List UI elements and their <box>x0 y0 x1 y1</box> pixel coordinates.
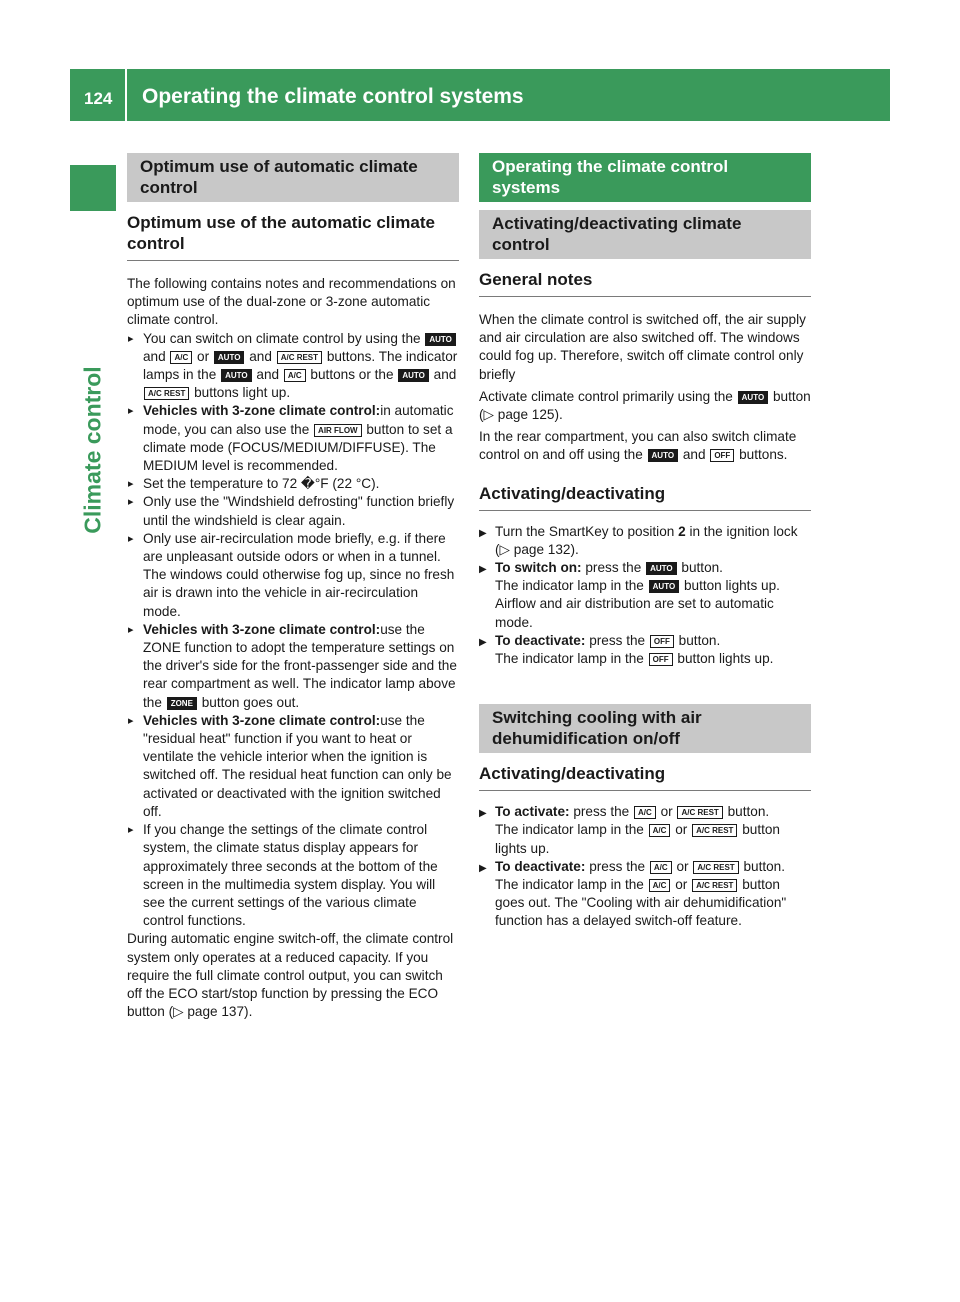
ac-rest-key-icon: A/C REST <box>277 351 322 364</box>
step-item: ▶ Turn the SmartKey to position 2 in the ignition lock (▷ page 132). <box>479 523 811 559</box>
auto-key-icon: AUTO <box>646 562 677 575</box>
page-ref-arrow-icon: ▷ <box>499 541 510 557</box>
paragraph: Activate climate control primarily using the AUTO button (▷ page 125). <box>479 388 811 423</box>
left-column <box>127 153 459 1021</box>
ac-key-icon: A/C <box>284 369 306 382</box>
ac-key-icon: A/C <box>649 879 671 892</box>
auto-key-icon: AUTO <box>738 391 769 404</box>
ac-key-icon: A/C <box>649 824 671 837</box>
page-ref-arrow-icon: ▷ <box>173 1004 184 1020</box>
right-body-steps <box>479 523 811 669</box>
chapter-heading-box: Operating the climate control systems <box>479 153 811 202</box>
section-tab-label: Climate control <box>79 366 106 534</box>
off-key-icon: OFF <box>649 653 673 666</box>
off-key-icon: OFF <box>650 635 674 648</box>
auto-key-icon: AUTO <box>221 369 252 382</box>
section-tab <box>70 240 116 660</box>
intro-paragraph: The following contains notes and recommendations on optimum use of the dual-zone or 3-zone automatic climate control. <box>127 276 456 328</box>
bullet-item: ▸ Vehicles with 3-zone climate control:use the "residual heat" function if you want to heat or ventilate the vehicle interior when the ignition is switched off. The residual heat function can only be activated or deactivated with the ignition switched off. <box>127 712 459 821</box>
bullet-item: ▸ Only use air-recirculation mode briefly, e.g. if there are unpleasant outside odors or when in a tunnel. The windows could otherwise fog up, since no fresh air is drawn into the vehicle in air-recirculation mode. <box>127 530 459 621</box>
ac-rest-key-icon: A/C REST <box>144 387 189 400</box>
bullet-item: ▸ Vehicles with 3-zone climate control:in automatic mode, you can also use the AIR FLOW button to set a climate mode (FOCUS/MEDIUM/DIFFUSE). The MEDIUM level is recommended. <box>127 402 459 475</box>
page-ref-arrow-icon: ▷ <box>483 407 494 423</box>
ac-rest-key-icon: A/C REST <box>677 806 722 819</box>
bullet-item: ▸ Only use the "Windshield defrosting" function briefly until the windshield is clear again. <box>127 493 459 529</box>
auto-key-icon: AUTO <box>425 333 456 346</box>
right-column <box>479 153 811 931</box>
ac-rest-key-icon: A/C REST <box>692 879 737 892</box>
header-divider <box>125 69 127 121</box>
zone-key-icon: ZONE <box>167 697 197 710</box>
section-heading-box: Switching cooling with air dehumidification on/off <box>479 704 811 753</box>
ac-key-icon: A/C <box>650 861 672 874</box>
page-title: Operating the climate control systems <box>142 85 524 108</box>
auto-key-icon: AUTO <box>648 449 679 462</box>
auto-key-icon: AUTO <box>398 369 429 382</box>
section-heading-box: Optimum use of automatic climate control <box>127 153 459 202</box>
bullet-item: ▸ Vehicles with 3-zone climate control:use the ZONE function to adopt the temperature settings on the driver's side for the front-passenger side and the rear compartment as well. The indicator lamp above the ZONE button goes out. <box>127 621 459 712</box>
air-flow-key-icon: AIR FLOW <box>314 424 362 437</box>
bullet-item: ▸ If you change the settings of the climate control system, the climate status display appears for approximately three seconds at the bottom of the screen in the multimedia system display. You will see the current settings of the various climate control functions. <box>127 821 459 930</box>
section-heading: Optimum use of the automatic climate control <box>127 212 459 261</box>
step-item: ▶ To switch on: press the AUTO button. The indicator lamp in the AUTO button lights up. Airflow and air distribution are set to automatic mode. <box>479 559 811 632</box>
page-number: 124 <box>84 89 113 108</box>
closing-paragraph: During automatic engine switch-off, the climate control system only operates at a reduced capacity. If you require the full climate control output, you can switch off the ECO start/stop function by pressing the ECO button (▷ page 137). <box>127 931 454 1020</box>
off-key-icon: OFF <box>710 449 734 462</box>
bullet-item: ▸ Set the temperature to 72 �°F (22 ‌°C). <box>127 475 459 493</box>
ac-rest-key-icon: A/C REST <box>692 824 737 837</box>
auto-key-icon: AUTO <box>649 580 680 593</box>
subsection-heading: Activating/deactivating <box>479 763 811 791</box>
paragraph: In the rear compartment, you can also switch climate control on and off using the AUTO and OFF buttons. <box>479 429 797 463</box>
step-item: ▶ To deactivate: press the A/C or A/C REST button. The indicator lamp in the A/C or A/C REST button goes out. The "Cooling with air dehumidification" function has a delayed switch-off feature. <box>479 858 811 931</box>
paragraph: When the climate control is switched off, the air supply and air circulation are also switched off. The windows could fog up. Therefore, switch off climate control only briefly <box>479 312 806 382</box>
ac-key-icon: A/C <box>634 806 656 819</box>
right-body-general <box>479 311 811 465</box>
section-heading-box: Activating/deactivating climate control <box>479 210 811 259</box>
ac-rest-key-icon: A/C REST <box>693 861 738 874</box>
ac-key-icon: A/C <box>170 351 192 364</box>
page-header <box>70 69 890 121</box>
section-tab-marker <box>70 165 116 211</box>
subsection-heading: Activating/deactivating <box>479 483 811 511</box>
step-item: ▶ To deactivate: press the OFF button. The indicator lamp in the OFF button lights up. <box>479 632 811 668</box>
step-item: ▶ To activate: press the A/C or A/C REST button. The indicator lamp in the A/C or A/C REST button lights up. <box>479 803 811 858</box>
left-body <box>127 275 459 1021</box>
bullet-item: ▸ You can switch on climate control by using the AUTO and A/C or AUTO and A/C REST buttons. The indicator lamps in the AUTO and A/C buttons or the AUTO and A/C REST buttons light up. <box>127 330 459 403</box>
subsection-heading: General notes <box>479 269 811 297</box>
auto-key-icon: AUTO <box>214 351 245 364</box>
right-body-cooling <box>479 803 811 930</box>
